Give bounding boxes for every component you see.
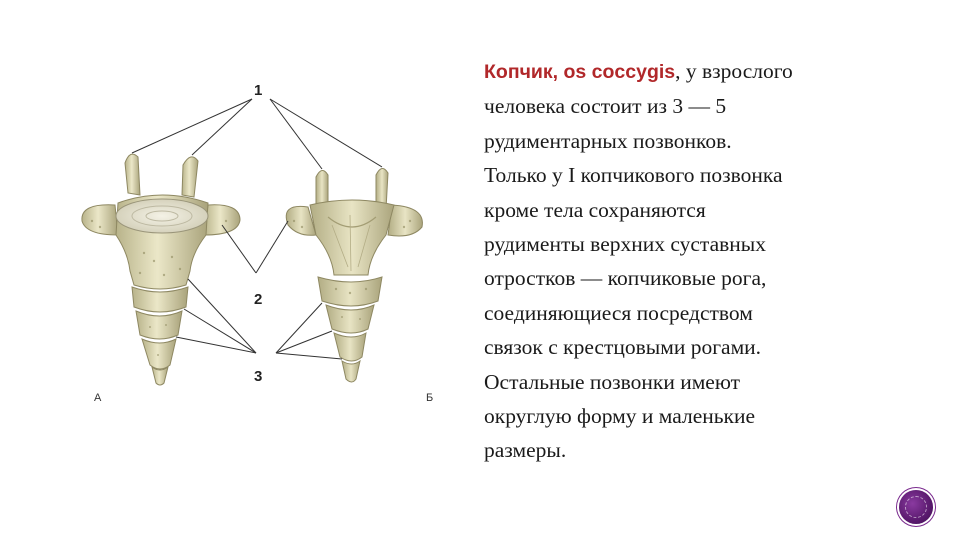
- description-text: [484, 54, 904, 468]
- coccyx-illustration: [70, 75, 450, 415]
- vertebra-5-a: [152, 367, 168, 385]
- line-9: связок с крестцовыми рогами.: [484, 335, 762, 360]
- vertebra-2-a: [132, 287, 188, 312]
- right-horn-a: [182, 157, 198, 197]
- line-5: кроме тела сохраняются: [484, 197, 706, 222]
- purple-circle-logo-icon[interactable]: [899, 490, 933, 524]
- coccyx-view-a: [82, 154, 240, 385]
- line-11: округлую форму и маленькие: [484, 404, 756, 429]
- line-6: рудименты верхних суставных: [484, 232, 766, 257]
- label-1: 1: [254, 82, 263, 99]
- line-7: отростков — копчиковые рога,: [484, 266, 767, 291]
- label-3: 3: [254, 368, 263, 385]
- line-1: [484, 54, 904, 89]
- vertebra-4-a: [142, 339, 176, 369]
- term-coccyx: Копчик, os coccygis: [484, 61, 676, 83]
- vertebra-3-b: [326, 305, 374, 333]
- articular-surface-a: [116, 199, 208, 233]
- coccyx-view-b: [286, 168, 422, 382]
- badge-ring-icon: [905, 496, 927, 518]
- line-8: соединяющиеся посредством: [484, 300, 753, 325]
- line-12: размеры.: [484, 438, 567, 463]
- coccyx-figure-svg: [70, 75, 450, 415]
- line-1-rest: , у взрослого: [675, 59, 793, 83]
- vertebra-1-b: [310, 200, 394, 275]
- left-horn-a: [125, 154, 140, 195]
- line-4: Только у I копчикового позвонка: [484, 163, 783, 188]
- line-2: человека состоит из 3 — 5: [484, 94, 727, 119]
- vertebra-2-b: [318, 277, 382, 306]
- line-3: рудиментарных позвонков.: [484, 128, 732, 153]
- vertebra-3-a: [136, 311, 182, 339]
- left-wing-a: [82, 205, 118, 235]
- line-10: Остальные позвонки имеют: [484, 369, 741, 394]
- view-label-a: А: [94, 392, 102, 404]
- vertebra-4-b: [334, 333, 366, 361]
- view-label-b: Б: [426, 392, 434, 404]
- right-wing-a: [204, 205, 240, 235]
- vertebra-5-b: [342, 361, 360, 382]
- label-2: 2: [254, 291, 263, 308]
